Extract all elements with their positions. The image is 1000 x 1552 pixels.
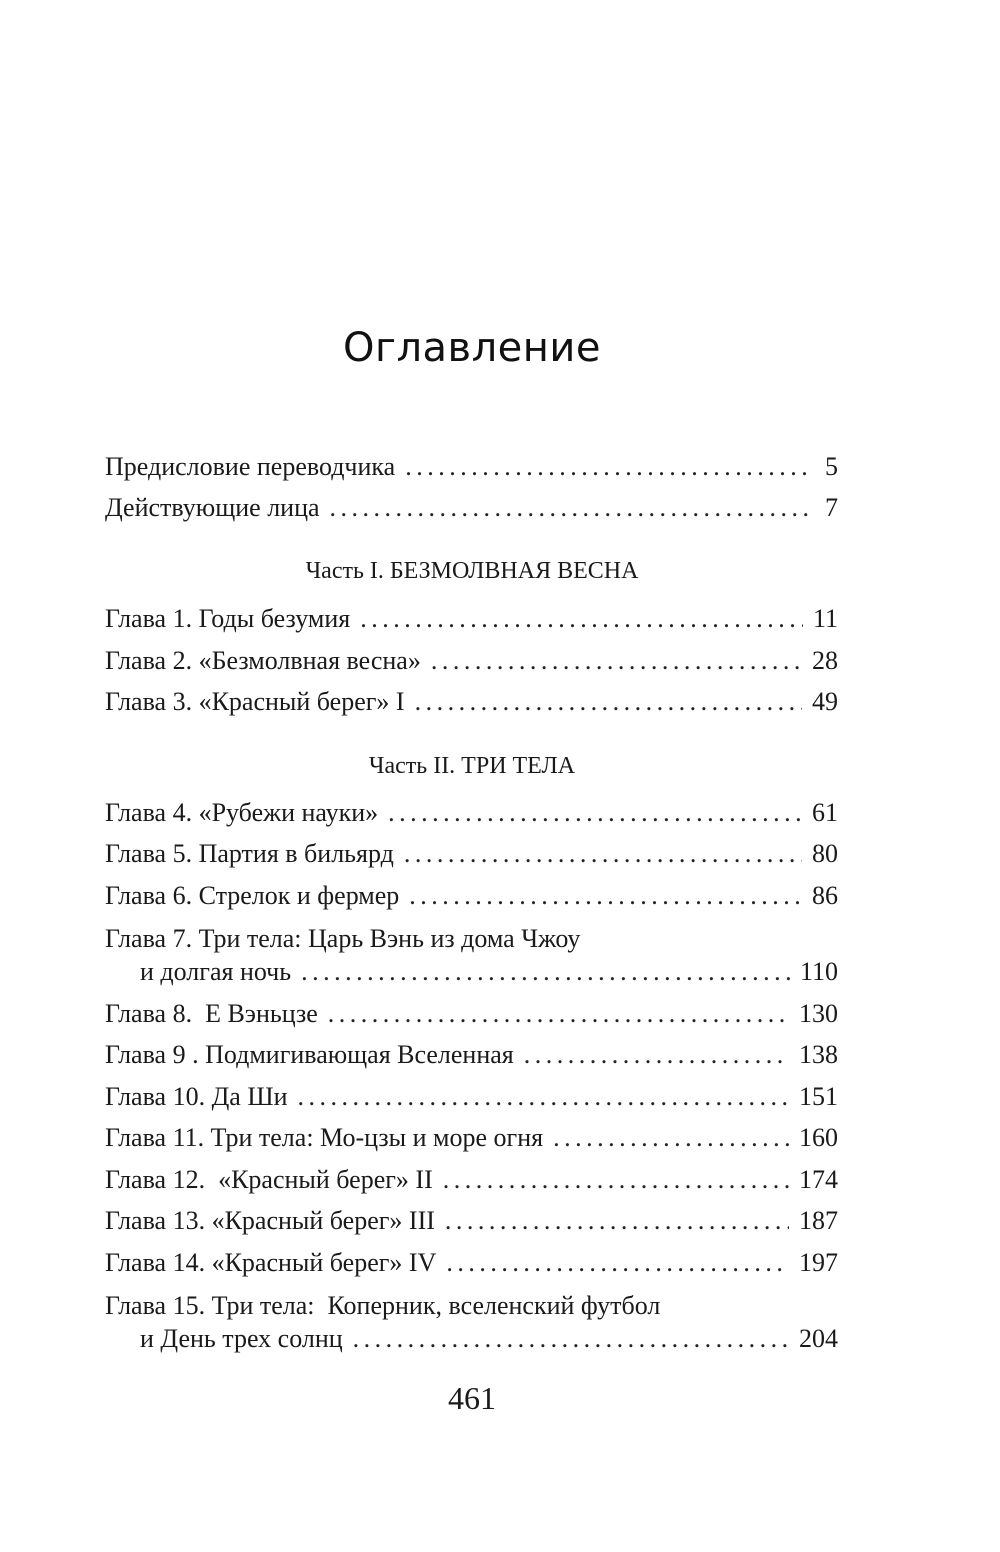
toc-entry-page: 5 xyxy=(825,452,838,481)
toc-entry-page: 28 xyxy=(812,646,838,675)
toc-entry-title[interactable]: Глава 7. Три тела: Царь Вэнь из дома Чжоу xyxy=(105,924,581,953)
toc-leader-dots xyxy=(409,878,802,914)
toc-entry-title: Глава 12. «Красный берег» II xyxy=(105,1165,433,1194)
toc-leader-dots xyxy=(431,643,802,679)
toc-entry-title: Глава 9 . Подмигивающая Вселенная xyxy=(105,1040,514,1069)
toc-entry-page: 187 xyxy=(799,1206,838,1235)
toc-leader-dots xyxy=(415,684,802,720)
toc-entry-page: 197 xyxy=(799,1248,838,1277)
toc-entry[interactable] xyxy=(105,643,838,679)
toc-entry[interactable] xyxy=(105,1162,838,1198)
toc-entry[interactable] xyxy=(105,836,838,872)
toc-entry-title: Действующие лица xyxy=(105,493,320,522)
toc-entry[interactable] xyxy=(105,878,838,914)
part-heading: Часть II. ТРИ ТЕЛА xyxy=(368,753,576,779)
toc-entry-title: Глава 8. Е Вэньцзе xyxy=(105,999,318,1028)
toc-entry[interactable] xyxy=(105,490,838,526)
toc-entry-page: 151 xyxy=(799,1082,838,1111)
toc-entry-page: 7 xyxy=(825,493,838,522)
toc-entry[interactable] xyxy=(105,996,838,1032)
toc-leader-dots xyxy=(297,1079,789,1115)
toc-entry-title: Глава 4. «Рубежи науки» xyxy=(105,798,379,827)
toc-leader-dots xyxy=(330,490,808,526)
page-title: Оглавление xyxy=(342,325,602,371)
toc-entry-page: 138 xyxy=(799,1040,838,1069)
toc-entry[interactable] xyxy=(105,449,838,485)
toc-entry-title: Глава 14. «Красный берег» IV xyxy=(105,1248,437,1277)
toc-entry-title: Глава 3. «Красный берег» I xyxy=(105,687,405,716)
toc-entry[interactable] xyxy=(105,1203,838,1239)
toc-entry-page: 174 xyxy=(799,1165,838,1194)
page-number: 461 xyxy=(448,1380,496,1416)
toc-entry-page: 160 xyxy=(799,1123,838,1152)
toc-entry-title: Глава 2. «Безмолвная весна» xyxy=(105,646,421,675)
toc-entry-title: Глава 10. Да Ши xyxy=(105,1082,288,1111)
toc-entry-page: 86 xyxy=(812,881,838,910)
toc-leader-dots xyxy=(446,1245,789,1281)
toc-entry-continuation: и долгая ночь xyxy=(140,957,292,986)
toc-entry[interactable] xyxy=(105,1037,838,1073)
toc-leader-dots xyxy=(328,996,789,1032)
toc-entry[interactable] xyxy=(105,684,838,720)
toc-entry-page: 204 xyxy=(799,1324,838,1353)
toc-leader-dots xyxy=(443,1162,789,1198)
toc-entry[interactable] xyxy=(105,795,838,831)
toc-entry-page: 61 xyxy=(812,798,838,827)
toc-leader-dots xyxy=(404,836,802,872)
toc-entry-page: 80 xyxy=(812,839,838,868)
toc-entry-page: 11 xyxy=(812,604,838,633)
toc-entry-page: 49 xyxy=(812,687,838,716)
toc-entry[interactable] xyxy=(140,1321,838,1357)
toc-entry[interactable] xyxy=(105,601,838,637)
toc-leader-dots xyxy=(553,1120,789,1156)
toc-entry-title: Глава 11. Три тела: Мо-цзы и море огня xyxy=(105,1123,544,1152)
toc-entry[interactable] xyxy=(140,954,838,990)
toc-leader-dots xyxy=(524,1037,789,1073)
toc-leader-dots xyxy=(445,1203,789,1239)
toc-entry-title: Предисловие переводчика xyxy=(105,452,396,481)
toc-leader-dots xyxy=(301,954,790,990)
toc-leader-dots xyxy=(388,795,802,831)
toc-entry-title: Глава 6. Стрелок и фермер xyxy=(105,881,400,910)
toc-leader-dots xyxy=(405,449,808,485)
toc-entry-page: 110 xyxy=(799,957,838,986)
toc-entry-page: 130 xyxy=(799,999,838,1028)
toc-entry-title: Глава 1. Годы безумия xyxy=(105,604,351,633)
toc-entry-title: Глава 13. «Красный берег» III xyxy=(105,1206,435,1235)
toc-entry[interactable] xyxy=(105,1245,838,1281)
toc-entry[interactable] xyxy=(105,1120,838,1156)
part-heading: Часть I. БЕЗМОЛВНАЯ ВЕСНА xyxy=(305,558,639,584)
toc-entry[interactable] xyxy=(105,1079,838,1115)
toc-entry-title: Глава 5. Партия в бильярд xyxy=(105,839,394,868)
toc-entry-title[interactable]: Глава 15. Три тела: Коперник, вселенский футбол xyxy=(105,1291,661,1320)
toc-leader-dots xyxy=(353,1321,789,1357)
toc-entry-continuation: и День трех солнц xyxy=(140,1324,343,1353)
toc-leader-dots xyxy=(360,601,803,637)
